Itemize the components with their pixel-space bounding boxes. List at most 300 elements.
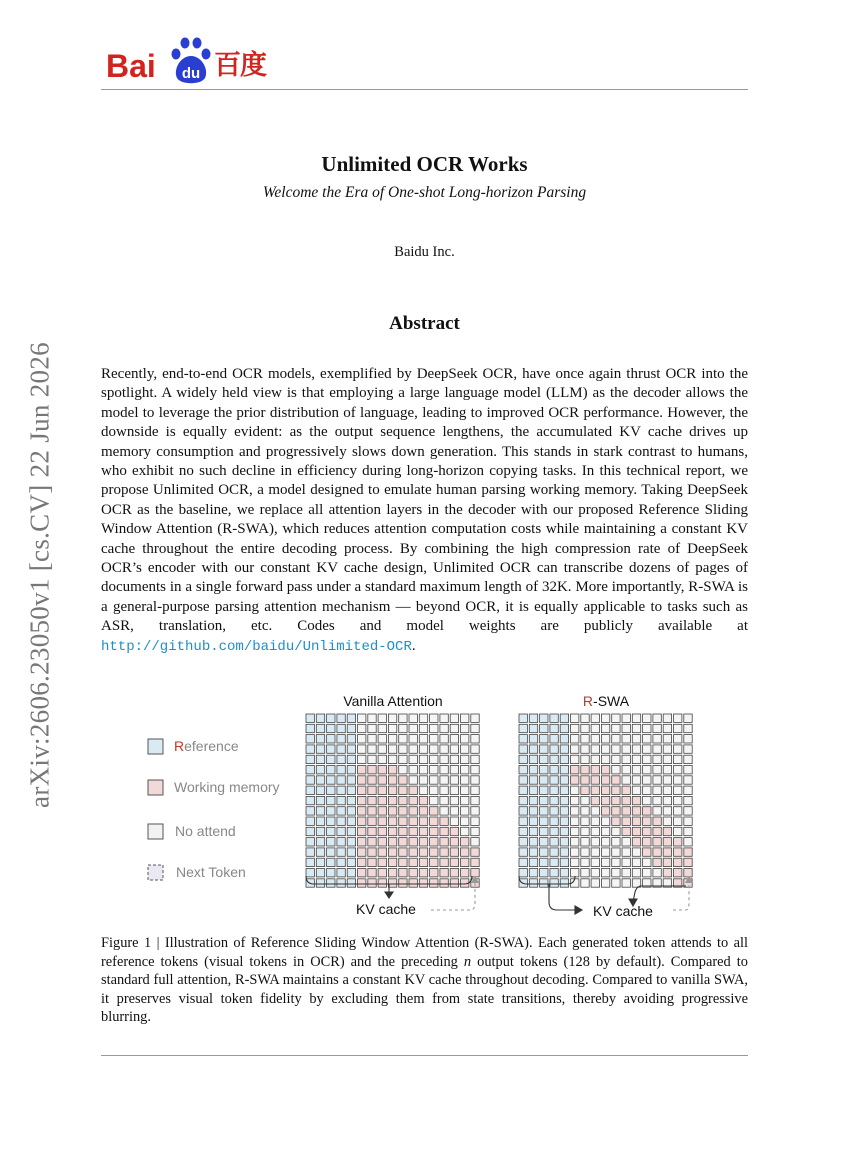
- attention-cell: [368, 848, 376, 856]
- attention-cell: [550, 735, 558, 743]
- attention-cell: [337, 796, 345, 804]
- attention-cell: [674, 724, 682, 732]
- attention-cell: [368, 724, 376, 732]
- attention-cell: [674, 755, 682, 763]
- attention-cell: [601, 879, 609, 887]
- attention-cell: [643, 714, 651, 722]
- attention-cell: [591, 735, 599, 743]
- attention-cell: [388, 869, 396, 877]
- attention-cell: [347, 786, 355, 794]
- attention-cell: [306, 776, 314, 784]
- legend-next-label: Next Token: [176, 864, 246, 880]
- attention-cell: [643, 827, 651, 835]
- attention-cell: [540, 796, 548, 804]
- attention-cell: [378, 817, 386, 825]
- attention-cell: [399, 827, 407, 835]
- attention-cell: [419, 786, 427, 794]
- attention-cell: [347, 714, 355, 722]
- attention-cell: [347, 755, 355, 763]
- attention-cell: [519, 827, 527, 835]
- attention-cell: [519, 786, 527, 794]
- attention-cell: [612, 766, 620, 774]
- attention-cell: [601, 838, 609, 846]
- attention-cell: [461, 755, 469, 763]
- attention-cell: [471, 817, 479, 825]
- attention-cell: [643, 796, 651, 804]
- attention-cell: [612, 755, 620, 763]
- attention-cell: [591, 714, 599, 722]
- attention-cell: [440, 735, 448, 743]
- attention-cell: [560, 838, 568, 846]
- attention-cell: [663, 858, 671, 866]
- attention-cell: [674, 714, 682, 722]
- attention-cell: [450, 807, 458, 815]
- attention-cell: [519, 745, 527, 753]
- attention-cell: [419, 838, 427, 846]
- attention-cell: [540, 817, 548, 825]
- attention-cell: [591, 796, 599, 804]
- attention-cell: [471, 735, 479, 743]
- attention-cell: [399, 879, 407, 887]
- attention-cell: [461, 838, 469, 846]
- attention-cell: [550, 776, 558, 784]
- attention-cell: [571, 786, 579, 794]
- abstract-end: .: [411, 637, 416, 654]
- attention-cell: [419, 755, 427, 763]
- attention-cell: [601, 714, 609, 722]
- attention-cell: [622, 766, 630, 774]
- attention-cell: [684, 827, 692, 835]
- attention-cell: [450, 879, 458, 887]
- attention-cell: [378, 827, 386, 835]
- attention-cell: [540, 848, 548, 856]
- arxiv-stamp-text: arXiv:2606.23050v1 [cs.CV] 22 Jun 2026: [24, 342, 55, 808]
- attention-cell: [674, 807, 682, 815]
- attention-cell: [581, 755, 589, 763]
- attention-cell: [674, 858, 682, 866]
- attention-cell: [571, 817, 579, 825]
- attention-cell: [560, 714, 568, 722]
- attention-cell: [347, 776, 355, 784]
- attention-cell: [663, 724, 671, 732]
- attention-cell: [399, 776, 407, 784]
- attention-cell: [358, 714, 366, 722]
- attention-cell: [674, 735, 682, 743]
- attention-cell: [358, 848, 366, 856]
- attention-cell: [409, 786, 417, 794]
- attention-cell: [368, 869, 376, 877]
- legend-next-swatch: [148, 865, 163, 880]
- attention-cell: [409, 714, 417, 722]
- attention-cell: [419, 858, 427, 866]
- attention-cell: [653, 817, 661, 825]
- attention-cell: [306, 766, 314, 774]
- attention-cell: [581, 817, 589, 825]
- attention-cell: [540, 807, 548, 815]
- attention-cell: [529, 724, 537, 732]
- attention-cell: [601, 807, 609, 815]
- attention-cell: [653, 755, 661, 763]
- attention-cell: [529, 796, 537, 804]
- attention-cell: [419, 827, 427, 835]
- attention-cell: [347, 827, 355, 835]
- attention-cell: [327, 755, 335, 763]
- attention-cell: [529, 807, 537, 815]
- attention-cell: [409, 838, 417, 846]
- attention-cell: [399, 796, 407, 804]
- attention-cell: [632, 786, 640, 794]
- attention-cell: [316, 817, 324, 825]
- attention-cell: [450, 745, 458, 753]
- attention-cell: [388, 796, 396, 804]
- attention-cell: [550, 724, 558, 732]
- attention-cell: [643, 807, 651, 815]
- attention-cell: [581, 848, 589, 856]
- attention-cell: [327, 735, 335, 743]
- attention-cell: [529, 766, 537, 774]
- attention-cell: [471, 807, 479, 815]
- attention-cell: [591, 879, 599, 887]
- attention-cell: [571, 714, 579, 722]
- attention-cell: [663, 766, 671, 774]
- attention-cell: [643, 724, 651, 732]
- attention-cell: [450, 869, 458, 877]
- attention-cell: [540, 724, 548, 732]
- attention-cell: [347, 838, 355, 846]
- attention-cell: [440, 838, 448, 846]
- attention-cell: [540, 869, 548, 877]
- attention-cell: [519, 755, 527, 763]
- attention-cell: [327, 714, 335, 722]
- attention-cell: [529, 755, 537, 763]
- attention-cell: [327, 838, 335, 846]
- attention-cell: [399, 766, 407, 774]
- attention-cell: [581, 807, 589, 815]
- attention-cell: [471, 724, 479, 732]
- attention-cell: [430, 817, 438, 825]
- attention-cell: [430, 745, 438, 753]
- attention-cell: [450, 838, 458, 846]
- attention-cell: [409, 745, 417, 753]
- attention-cell: [519, 796, 527, 804]
- attention-cell: [450, 796, 458, 804]
- attention-cell: [306, 745, 314, 753]
- attention-cell: [612, 879, 620, 887]
- attention-cell: [440, 786, 448, 794]
- abstract-body: [101, 365, 748, 657]
- attention-cell: [591, 776, 599, 784]
- attention-cell: [622, 869, 630, 877]
- attention-cell: [378, 838, 386, 846]
- attention-cell: [337, 724, 345, 732]
- attention-cell: [440, 724, 448, 732]
- attention-cell: [663, 786, 671, 794]
- attention-cell: [471, 745, 479, 753]
- attention-cell: [519, 766, 527, 774]
- attention-cell: [519, 817, 527, 825]
- attention-cell: [612, 807, 620, 815]
- attention-cell: [674, 766, 682, 774]
- attention-cell: [684, 838, 692, 846]
- attention-cell: [419, 848, 427, 856]
- attention-cell: [550, 858, 558, 866]
- attention-cell: [560, 796, 568, 804]
- attention-cell: [388, 879, 396, 887]
- attention-cell: [601, 796, 609, 804]
- attention-cell: [674, 745, 682, 753]
- attention-cell: [581, 714, 589, 722]
- attention-cell: [461, 776, 469, 784]
- attention-cell: [581, 735, 589, 743]
- attention-cell: [581, 879, 589, 887]
- attention-cell: [581, 766, 589, 774]
- attention-cell: [306, 796, 314, 804]
- attention-cell: [337, 776, 345, 784]
- attention-cell: [419, 714, 427, 722]
- attention-cell: [612, 796, 620, 804]
- attention-cell: [540, 858, 548, 866]
- attention-cell: [306, 714, 314, 722]
- attention-cell: [378, 879, 386, 887]
- attention-cell: [643, 838, 651, 846]
- attention-cell: [601, 745, 609, 753]
- attention-cell: [591, 755, 599, 763]
- attention-cell: [440, 858, 448, 866]
- attention-cell: [632, 735, 640, 743]
- attention-cell: [337, 879, 345, 887]
- attention-cell: [461, 869, 469, 877]
- attention-cell: [571, 776, 579, 784]
- attention-cell: [540, 735, 548, 743]
- attention-cell: [560, 786, 568, 794]
- attention-cell: [450, 786, 458, 794]
- attention-cell: [337, 858, 345, 866]
- attention-cell: [337, 755, 345, 763]
- attention-cell: [409, 848, 417, 856]
- attention-cell: [653, 745, 661, 753]
- attention-cell: [388, 714, 396, 722]
- attention-cell: [388, 786, 396, 794]
- attention-cell: [571, 724, 579, 732]
- abstract-text: Recently, end-to-end OCR models, exemplified by DeepSeek OCR, have once again thrust OCR into the spotlight. A widely held view is that employing a large language model (LLM) as the decoder allows the model to leverage the prior distribution of language, leading to improved OCR performance. However, the downside is equally evident: as the output sequence lengthens, the accumulated KV cache drives up memory consumption and progressively slows down generation. This stands in stark contrast to humans, who exhibit no such decline in efficiency during long-horizon copying tasks. In this technical report, we propose Unlimited OCR, a model designed to emulate human parsing working memory. Taking DeepSeek OCR as the baseline, we replace all attention layers in the decoder with our proposed Reference Sliding Window Attention (R-SWA), which reduces attention computation costs while maintaining a constant KV cache throughout the entire decoding process. By combining the high compression rate of DeepSeek OCR’s encoder with our constant KV cache design, Unlimited OCR can transcribe dozens of pages of documents in a single forward pass under a standard maximum length of 32K. More importantly, R-SWA is a general-purpose parsing attention mechanism — beyond OCR, it is equally applicable to tasks such as ASR, translation, etc. Codes and model weights are publicly available at: [101, 366, 748, 635]
- attention-cell: [601, 827, 609, 835]
- attention-cell: [450, 827, 458, 835]
- attention-cell: [632, 848, 640, 856]
- attention-cell: [378, 807, 386, 815]
- attention-cell: [560, 807, 568, 815]
- attention-cell: [612, 735, 620, 743]
- attention-cell: [653, 796, 661, 804]
- attention-cell: [550, 879, 558, 887]
- attention-cell: [358, 817, 366, 825]
- attention-cell: [419, 817, 427, 825]
- attention-cell: [550, 838, 558, 846]
- attention-cell: [471, 869, 479, 877]
- attention-cell: [419, 776, 427, 784]
- attention-cell: [674, 869, 682, 877]
- attention-cell: [550, 807, 558, 815]
- attention-cell: [337, 807, 345, 815]
- attention-cell: [430, 786, 438, 794]
- header-rule: [101, 89, 748, 90]
- attention-cell: [316, 755, 324, 763]
- attention-cell: [591, 745, 599, 753]
- attention-cell: [368, 755, 376, 763]
- attention-cell: [622, 858, 630, 866]
- attention-cell: [581, 827, 589, 835]
- attention-cell: [632, 858, 640, 866]
- attention-cell: [653, 827, 661, 835]
- attention-cell: [622, 879, 630, 887]
- attention-cell: [461, 817, 469, 825]
- attention-cell: [419, 766, 427, 774]
- attention-cell: [388, 776, 396, 784]
- attention-cell: [327, 745, 335, 753]
- attention-cell: [591, 724, 599, 732]
- attention-cell: [306, 817, 314, 825]
- attention-cell: [612, 714, 620, 722]
- attention-cell: [622, 714, 630, 722]
- attention-cell: [529, 745, 537, 753]
- baidu-logo: [106, 34, 276, 86]
- attention-cell: [430, 869, 438, 877]
- legend: [148, 738, 280, 880]
- attention-cell: [316, 879, 324, 887]
- attention-cell: [440, 755, 448, 763]
- attention-cell: [409, 827, 417, 835]
- attention-cell: [663, 776, 671, 784]
- attention-cell: [316, 807, 324, 815]
- attention-cell: [632, 838, 640, 846]
- left-attention-grid: [306, 714, 479, 887]
- attention-cell: [409, 796, 417, 804]
- attention-cell: [409, 807, 417, 815]
- attention-cell: [399, 858, 407, 866]
- attention-cell: [316, 786, 324, 794]
- attention-cell: [450, 735, 458, 743]
- legend-working-label: Working memory: [174, 779, 280, 795]
- attention-cell: [674, 848, 682, 856]
- abstract-url-link[interactable]: http://github.com/baidu/Unlimited-OCR: [101, 638, 412, 655]
- logo-cn-text: 百度: [214, 50, 266, 81]
- attention-cell: [632, 745, 640, 753]
- attention-cell: [399, 786, 407, 794]
- attention-cell: [327, 776, 335, 784]
- attention-cell: [684, 735, 692, 743]
- attention-cell: [632, 766, 640, 774]
- attention-cell: [337, 745, 345, 753]
- attention-cell: [419, 745, 427, 753]
- attention-cell: [612, 869, 620, 877]
- attention-cell: [388, 848, 396, 856]
- attention-cell: [409, 735, 417, 743]
- attention-cell: [337, 827, 345, 835]
- attention-cell: [653, 735, 661, 743]
- attention-cell: [643, 755, 651, 763]
- attention-cell: [663, 745, 671, 753]
- attention-cell: [358, 796, 366, 804]
- attention-cell: [612, 838, 620, 846]
- attention-cell: [471, 838, 479, 846]
- attention-cell: [337, 766, 345, 774]
- attention-cell: [316, 714, 324, 722]
- attention-cell: [430, 838, 438, 846]
- attention-cell: [440, 879, 448, 887]
- attention-cell: [461, 766, 469, 774]
- attention-cell: [519, 838, 527, 846]
- right-attention-grid: [519, 714, 692, 887]
- attention-cell: [663, 827, 671, 835]
- attention-cell: [550, 869, 558, 877]
- attention-cell: [471, 858, 479, 866]
- attention-cell: [358, 827, 366, 835]
- attention-cell: [622, 735, 630, 743]
- attention-cell: [540, 838, 548, 846]
- attention-cell: [399, 817, 407, 825]
- attention-cell: [612, 817, 620, 825]
- attention-cell: [450, 848, 458, 856]
- attention-cell: [419, 724, 427, 732]
- attention-cell: [684, 796, 692, 804]
- attention-cell: [529, 879, 537, 887]
- attention-cell: [560, 869, 568, 877]
- attention-cell: [529, 735, 537, 743]
- attention-cell: [529, 786, 537, 794]
- attention-cell: [643, 786, 651, 794]
- attention-cell: [327, 766, 335, 774]
- attention-cell: [368, 714, 376, 722]
- attention-cell: [519, 735, 527, 743]
- attention-cell: [337, 735, 345, 743]
- attention-cell: [471, 848, 479, 856]
- attention-cell: [622, 786, 630, 794]
- right-panel-title: R-SWA: [582, 693, 630, 709]
- attention-cell: [461, 827, 469, 835]
- attention-cell: [440, 766, 448, 774]
- attention-cell: [601, 735, 609, 743]
- paper-author: Baidu Inc.: [394, 244, 455, 260]
- attention-cell: [601, 766, 609, 774]
- attention-cell: [399, 724, 407, 732]
- attention-cell: [519, 858, 527, 866]
- attention-cell: [450, 755, 458, 763]
- attention-cell: [378, 745, 386, 753]
- attention-cell: [337, 838, 345, 846]
- attention-cell: [388, 817, 396, 825]
- attention-cell: [632, 776, 640, 784]
- attention-cell: [581, 776, 589, 784]
- attention-cell: [632, 796, 640, 804]
- attention-cell: [327, 796, 335, 804]
- attention-cell: [430, 858, 438, 866]
- attention-cell: [653, 776, 661, 784]
- attention-cell: [550, 796, 558, 804]
- attention-cell: [622, 817, 630, 825]
- attention-cell: [378, 796, 386, 804]
- attention-cell: [663, 714, 671, 722]
- attention-cell: [450, 714, 458, 722]
- attention-cell: [378, 786, 386, 794]
- paper-title: Unlimited OCR Works: [321, 152, 528, 176]
- attention-cell: [653, 848, 661, 856]
- attention-cell: [663, 838, 671, 846]
- logo-paw-text: du: [181, 65, 201, 82]
- attention-cell: [461, 714, 469, 722]
- attention-cell: [550, 714, 558, 722]
- attention-cell: [529, 858, 537, 866]
- attention-cell: [560, 735, 568, 743]
- attention-cell: [316, 869, 324, 877]
